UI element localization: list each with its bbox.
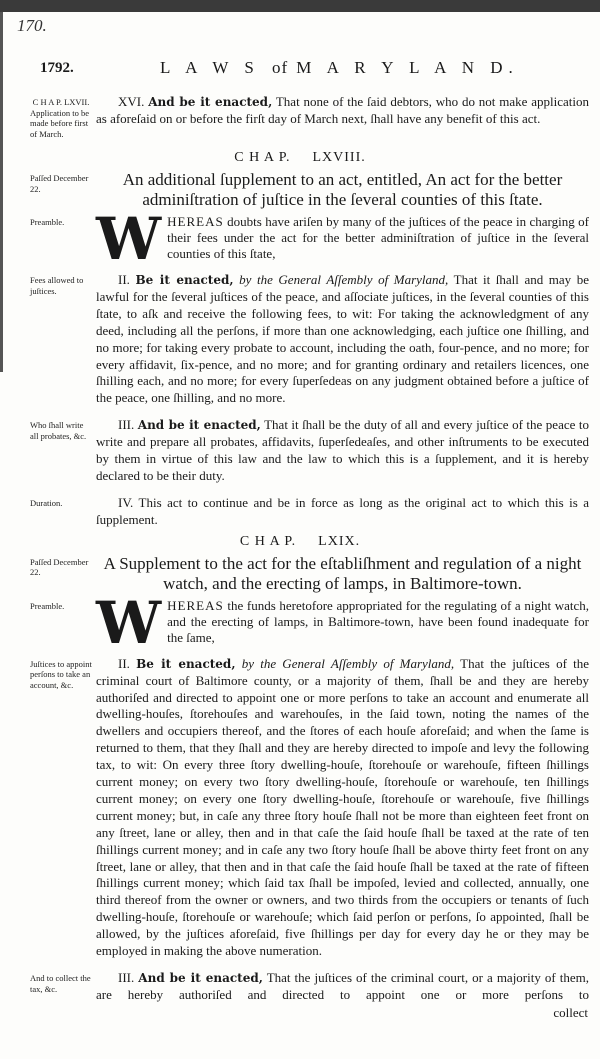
enacting-clause: Be it enacted, xyxy=(135,273,234,287)
margin-chap-67: C H A P. LXVII. xyxy=(32,97,90,107)
margin-passed-68: Paſſed December 22. xyxy=(30,173,89,194)
margin-note-fees: Fees allowed to juſtices. xyxy=(30,275,84,296)
row-68-iii xyxy=(0,417,600,485)
section-68-ii xyxy=(96,272,589,407)
section-69-iii xyxy=(96,970,589,1004)
preamble-cap: HEREAS xyxy=(167,597,224,613)
section-text: That it ſhall and may be lawful for the ſeveral juſtices of the peace, and aſſociate juſtices, in the ſeveral counties of this ſtate, to aſk and receive the following fees, to wit: For taking the acknowledgment of any deed, including all the perſons, if more than one acknowledging, each juſtice one ſhilling, and no more; for taking every probate to account, including the oath, four-pence, and no more; for every affidavit, ſix-pence, and no more; and for granting ordinary and retailers licences, one ſhilling each, and no more; for every ſuperſedeas on any judgment obtained before a juſtice of the peace, one ſhilling, and no more. xyxy=(96,272,590,406)
section-text: That the juſtices of the criminal court of Baltimore county, or a majority of them, ſhall be and they are hereby authoriſed and directed to appoint one or more perſons to take an account and enumerate all dwelling-houſes, ſtorehouſes and warehouſes, in the ſaid town, noting the names of the dwellers and occupiers thereof, and the ſtores of each houſe aforeſaid; and when the ſame is returned to them, that they ſhall and they are hereby directed to impoſe and levy the following tax, to wit: On every three ſtory dwelling-houſe, ſtorehouſe or warehouſe, fifteen ſhillings current money; on every two ſtory dwelling-houſe, ſtorehouſe or warehouſe, ten ſhillings current money; on every one ſtory dwelling-houſe, ſtorehouſe or warehouſe, five ſhillings current money; but, in caſe any three ſtory houſe ſhall not be more than eighteen feet front on any ſtreet, lane or alley, then and in that caſe the ſaid houſe ſhall be taxed at the rate of ten ſhillings current money; and in caſe any two ſtory houſe ſhall be above thirty feet front on any ſtreet, lane or alley, that then and in that caſe the ſaid houſe ſhall be taxed at the rate of fifteen ſhillings current money; which ſaid tax ſhall be impoſed, levied and collected, annually, one third thereof from the owner or owners, and two thirds from the occupiers or tenants of ſuch dwelling-houſe, ſtorehouſe or warehouſe; which ſaid perſon or perſons, ſo appointed, ſhall be allowed, by the juſtices aforeſaid, five ſhillings per day for every day he or they may be employed in making the above numeration. xyxy=(96,655,589,959)
enacting-italic: by the General Aſſembly of Maryland, xyxy=(235,655,455,671)
section-number: IV. xyxy=(118,494,134,510)
enacting-clause: And be it enacted, xyxy=(148,95,273,109)
chap-number: LXIX. xyxy=(318,533,361,549)
catchword: collect xyxy=(553,1004,588,1020)
margin-note-who-shall-write: Who ſhall write all probates, &c. xyxy=(30,420,87,441)
section-number: III. xyxy=(118,417,135,433)
row-67-xvi xyxy=(0,94,600,139)
chap-label: C H A P. xyxy=(239,533,297,549)
section-number: II. xyxy=(118,272,130,287)
section-text: That none of the ſaid debtors, who do not make application as aforeſaid on or before the firſt day of March next, ſhall have any benefit of this act. xyxy=(96,94,589,126)
enacting-italic: by the General Aſſembly of Maryland, xyxy=(233,272,449,287)
running-head-of: of xyxy=(272,58,289,77)
margin-passed-69: Paſſed December 22. xyxy=(30,556,89,578)
chap-68-heading xyxy=(0,149,600,167)
row-68-preamble xyxy=(0,205,600,273)
section-text: That it ſhall be the duty of all and every juſtice of the peace to write and prepare all probates, affidavits, ſuperſedeaſes, and other inſtruments to be executed by them in virtue of this law and the law to which this is a ſupplement, and it is hereby declared to be their duty. xyxy=(96,417,589,483)
row-69-ii xyxy=(0,656,600,960)
chap-69-heading xyxy=(0,533,600,551)
drop-cap: W xyxy=(96,205,162,273)
margin-notes-67 xyxy=(30,94,92,139)
section-number: II. xyxy=(118,655,130,671)
preamble-text: the funds heretofore appropriated for the regulating of a night watch, and the erecting of lamps, in Baltimore-town, have been found inadequate for the ſame, xyxy=(167,597,589,645)
section-69-ii xyxy=(96,656,589,960)
running-head-laws: L A W S xyxy=(160,58,260,77)
enacting-clause: Be it enacted, xyxy=(136,656,236,671)
chap-69-title: A Supplement to the act for the eſtabliſhment and regulation of a night watch, and the erecting of lamps, in Baltimore-town. xyxy=(103,553,582,593)
chap-label: C H A P. xyxy=(234,150,291,165)
enacting-clause: And be it enacted, xyxy=(138,971,263,985)
preamble-text: doubts have ariſen by many of the juſtices of the peace in charging of their fees under the act for the better adminiſtration of juſtice in the ſeveral counties of this ſtate, xyxy=(167,214,589,261)
running-year: 1792. xyxy=(40,60,74,76)
preamble-cap: HEREAS xyxy=(167,214,224,229)
row-68-ii xyxy=(0,272,600,407)
section-xvi xyxy=(96,94,589,128)
chap-68-title: An additional ſupplement to an act, entitled, An act for the better adminiſtration of juſtice in the ſeveral counties of this ſtate. xyxy=(122,170,563,209)
enacting-clause: And be it enacted, xyxy=(137,418,261,433)
section-number: XVI. xyxy=(118,94,145,109)
section-68-iii xyxy=(96,417,589,485)
running-head-maryland: M A R Y L A N D. xyxy=(296,58,519,77)
row-68-title xyxy=(0,170,600,210)
row-69-preamble xyxy=(0,588,600,657)
margin-preamble-68: Preamble. xyxy=(30,217,65,227)
margin-note-duration: Duration. xyxy=(30,497,63,508)
margin-note-justices-appoint: Juſtices to appoint perſons to take an account, &c. xyxy=(30,658,92,690)
chap-number: LXVIII. xyxy=(312,150,366,165)
margin-preamble-69: Preamble. xyxy=(30,600,65,611)
section-text: This act to continue and be in force as long as the original act to which this is a ſupplement. xyxy=(96,494,589,527)
margin-note-collect-tax: And to collect the tax, &c. xyxy=(30,973,91,994)
drop-cap: W xyxy=(96,588,162,657)
section-text: That the juſtices of the criminal court, or a majority of them, are hereby authoriſed and directed to appoint one or more perſons to xyxy=(96,970,589,1002)
section-number: III. xyxy=(118,970,135,985)
margin-note-application: Application to be made before first of March. xyxy=(30,107,90,139)
preamble-68 xyxy=(96,205,589,273)
page-number: 170. xyxy=(17,16,47,35)
section-68-iv xyxy=(96,495,589,529)
row-69-iii xyxy=(0,970,600,1004)
row-69-title xyxy=(0,554,600,594)
row-68-iv xyxy=(0,495,600,529)
preamble-69 xyxy=(96,588,589,657)
